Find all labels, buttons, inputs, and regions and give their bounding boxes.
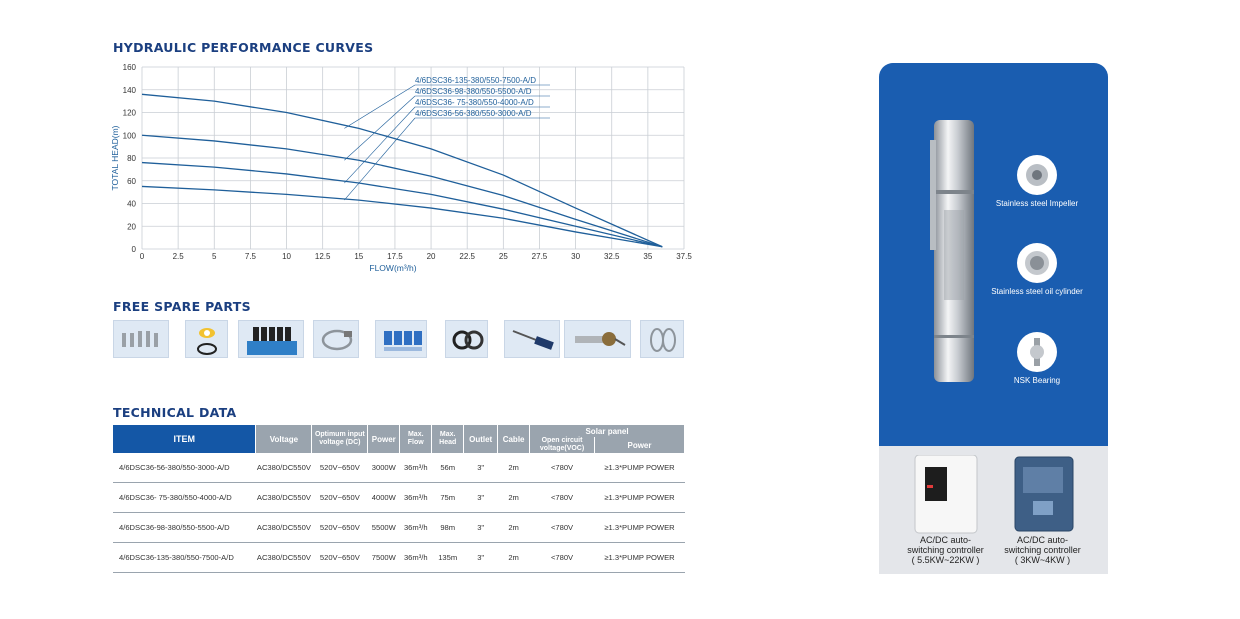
- legend-leader-line: [344, 85, 415, 128]
- head-cell: 98m: [432, 513, 464, 543]
- head-cell: 56m: [432, 453, 464, 483]
- cable-cell: 2m: [498, 513, 530, 543]
- x-tick-label: 2.5: [172, 252, 184, 261]
- voc-cell: <780V: [530, 543, 595, 573]
- solar-power-cell: ≥1.3*PUMP POWER: [595, 453, 685, 483]
- head-cell: 75m: [432, 483, 464, 513]
- cable-cell: 2m: [498, 543, 530, 573]
- y-tick-label: 140: [122, 85, 136, 95]
- power-cell: 4000W: [368, 483, 400, 513]
- controller-label-line: switching controller: [1004, 545, 1081, 555]
- y-tick-label: 160: [122, 63, 136, 72]
- x-tick-label: 12.5: [314, 252, 331, 261]
- controller-label-line: AC/DC auto-: [1016, 535, 1069, 545]
- bolts-icon: [113, 320, 169, 358]
- y-tick-label: 80: [127, 154, 136, 163]
- controller-label-line: switching controller: [907, 545, 984, 555]
- controller-label-line: ( 3KW~4KW ): [1014, 555, 1071, 565]
- tape-and-oring-icon: [185, 320, 228, 358]
- y-tick-label: 40: [127, 199, 136, 209]
- y-axis-label: TOTAL HEAD(m): [110, 125, 120, 191]
- rubber-rings-icon: [445, 320, 488, 358]
- outlet-cell: 3": [464, 483, 498, 513]
- outlet-cell: 3": [464, 513, 498, 543]
- series-line: [142, 186, 662, 246]
- table-row: [113, 453, 685, 483]
- x-tick-label: 20: [426, 252, 436, 261]
- spare-parts-title: FREE SPARE PARTS: [113, 299, 251, 314]
- voc-cell: <780V: [530, 453, 595, 483]
- voltage-cell: AC380/DC550V: [256, 453, 312, 483]
- x-tick-label: 35: [643, 252, 653, 261]
- performance-chart: [100, 58, 700, 276]
- x-tick-label: 22.5: [459, 252, 475, 261]
- feature-label: NSK Bearing: [1013, 376, 1061, 385]
- x-tick-label: 27.5: [531, 252, 548, 261]
- voc-cell: <780V: [530, 513, 595, 543]
- legend-leader-line: [344, 107, 415, 183]
- header-open-circuit: Open circuit voltage(VOC): [530, 437, 595, 453]
- header-optimum-input: Optimum input voltage (DC): [312, 425, 368, 453]
- header-outlet: Outlet: [464, 425, 498, 453]
- model-cell: 4/6DSC36-98-380/550-5500-A/D: [113, 513, 256, 543]
- header-cable: Cable: [498, 425, 530, 453]
- solar-power-cell: ≥1.3*PUMP POWER: [595, 483, 685, 513]
- impeller-icon: [1017, 155, 1057, 195]
- feature-oil-cylinder: [987, 243, 1087, 296]
- blue-controller-icon: [1013, 455, 1075, 533]
- x-tick-label: 37.5: [676, 252, 692, 261]
- y-tick-label: 100: [122, 131, 136, 141]
- series-line: [142, 94, 662, 246]
- optimum-cell: 520V~650V: [312, 513, 368, 543]
- head-cell: 135m: [432, 543, 464, 573]
- table-row: [113, 543, 685, 573]
- legend-entry: 4/6DSC36- 75-380/550-4000-A/D: [415, 98, 534, 107]
- feature-label: Stainless steel oil cylinder: [991, 287, 1083, 296]
- flow-cell: 36m³/h: [400, 543, 432, 573]
- header-voltage: Voltage: [256, 425, 312, 453]
- feature-label: Stainless steel Impeller: [995, 199, 1079, 208]
- voltage-cell: AC380/DC550V: [256, 513, 312, 543]
- hose-clamp-icon: [313, 320, 359, 358]
- x-tick-label: 7.5: [244, 252, 256, 261]
- x-tick-label: 25: [498, 252, 508, 261]
- series-line: [142, 135, 662, 246]
- curves-title: HYDRAULIC PERFORMANCE CURVES: [113, 40, 374, 55]
- voc-cell: <780V: [530, 483, 595, 513]
- outlet-cell: 3": [464, 543, 498, 573]
- header-power: Power: [368, 425, 400, 453]
- flow-cell: 36m³/h: [400, 453, 432, 483]
- pump-image: [930, 120, 978, 385]
- cable-gland-icon: [564, 320, 631, 358]
- x-axis-label: FLOW(m³/h): [369, 263, 417, 273]
- model-cell: 4/6DSC36-56-380/550-3000-A/D: [113, 453, 256, 483]
- optimum-cell: 520V~650V: [312, 483, 368, 513]
- controller-label-small: [995, 535, 1090, 565]
- x-tick-label: 5: [212, 252, 217, 261]
- optimum-cell: 520V~650V: [312, 543, 368, 573]
- solar-power-cell: ≥1.3*PUMP POWER: [595, 513, 685, 543]
- screwdriver-icon: [504, 320, 560, 358]
- legend-entry: 4/6DSC36-56-380/550-3000-A/D: [415, 109, 532, 118]
- technical-data-title: TECHNICAL DATA: [113, 405, 237, 420]
- x-tick-label: 10: [282, 252, 291, 261]
- table-row: [113, 513, 685, 543]
- power-cell: 3000W: [368, 453, 400, 483]
- controller-label-large: [893, 535, 998, 565]
- feature-bearing: [987, 332, 1087, 385]
- cable-cell: 2m: [498, 453, 530, 483]
- technical-data-table: [113, 425, 685, 573]
- header-max-head: Max. Head: [432, 425, 464, 453]
- solar-power-cell: ≥1.3*PUMP POWER: [595, 543, 685, 573]
- white-controller-icon: [913, 455, 981, 535]
- table-row: [113, 483, 685, 513]
- voltage-cell: AC380/DC550V: [256, 543, 312, 573]
- oil-cylinder-icon: [1017, 243, 1057, 283]
- legend-entry: 4/6DSC36-98-380/550-5500-A/D: [415, 87, 532, 96]
- feature-impeller: [987, 155, 1087, 208]
- flow-cell: 36m³/h: [400, 513, 432, 543]
- x-tick-label: 32.5: [603, 252, 620, 261]
- x-tick-label: 0: [139, 252, 145, 261]
- model-cell: 4/6DSC36- 75-380/550-4000-A/D: [113, 483, 256, 513]
- x-tick-label: 15: [354, 252, 364, 261]
- cable-cell: 2m: [498, 483, 530, 513]
- header-max-flow: Max. Flow: [400, 425, 432, 453]
- x-tick-label: 17.5: [387, 252, 403, 261]
- y-tick-label: 60: [127, 176, 136, 186]
- controller-label-line: AC/DC auto-: [919, 535, 972, 545]
- y-tick-label: 20: [127, 222, 136, 232]
- header-solar-power: Power: [595, 437, 685, 453]
- connectors-icon: [375, 320, 427, 358]
- optimum-cell: 520V~650V: [312, 453, 368, 483]
- header-item: ITEM: [113, 425, 256, 453]
- y-tick-label: 120: [122, 108, 136, 118]
- model-cell: 4/6DSC36-135-380/550-7500-A/D: [113, 543, 256, 573]
- shackles-icon: [640, 320, 684, 358]
- outlet-cell: 3": [464, 453, 498, 483]
- sleeves-icon: [238, 320, 304, 358]
- controller-label-line: ( 5.5KW~22KW ): [911, 555, 980, 565]
- x-tick-label: 30: [571, 252, 581, 261]
- power-cell: 7500W: [368, 543, 400, 573]
- power-cell: 5500W: [368, 513, 400, 543]
- bearing-icon: [1017, 332, 1057, 372]
- voltage-cell: AC380/DC550V: [256, 483, 312, 513]
- y-tick-label: 0: [131, 245, 136, 254]
- header-solar-panel: Solar panel: [530, 425, 685, 437]
- legend-entry: 4/6DSC36-135-380/550-7500-A/D: [415, 76, 536, 85]
- flow-cell: 36m³/h: [400, 483, 432, 513]
